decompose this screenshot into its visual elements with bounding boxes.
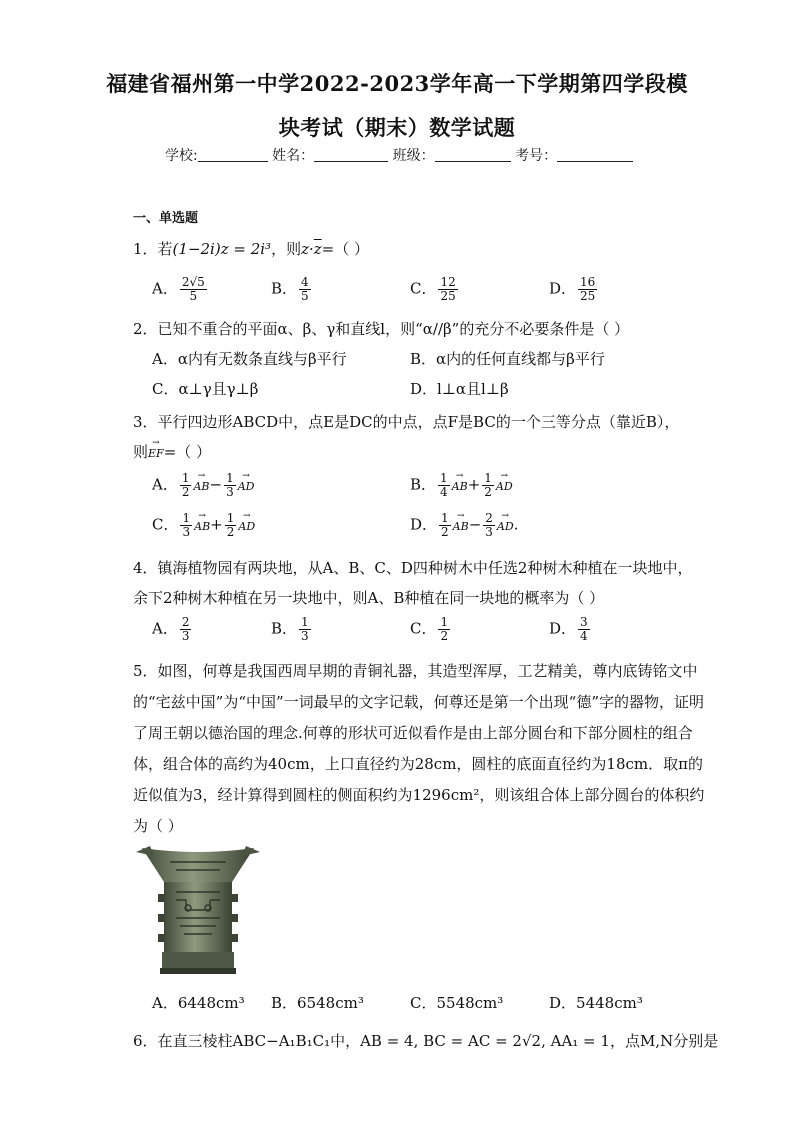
- q5-option-a[interactable]: A．6448cm³: [152, 994, 245, 1012]
- section-heading: 一、单选题: [133, 211, 199, 226]
- numerator: 1: [440, 615, 449, 629]
- vector: → AD: [238, 520, 255, 533]
- option-label: C．: [410, 279, 437, 298]
- numerator: 1: [484, 471, 492, 485]
- denominator: 2: [441, 525, 449, 539]
- numerator: 1: [182, 511, 191, 525]
- fraction: [578, 616, 590, 643]
- denominator: 2: [181, 485, 190, 499]
- vector: → AB: [194, 520, 210, 533]
- q3-option-c[interactable]: [152, 512, 255, 539]
- question-5-line5: 近似值为3，经计算得到圆柱的侧面积约为1296cm²，则该组合体上部分圆台的体积约: [133, 786, 705, 804]
- coef: [225, 512, 237, 539]
- numerator: 16: [580, 275, 596, 289]
- question-5-line1: 5．如图，何尊是我国西周早期的青铜礼器，其造型浑厚，工艺精美，尊内底铸铭文中: [133, 662, 698, 680]
- question-3-stem-line1: 3．平行四边形ABCD中，点E是DC的中点，点F是BC的一个三等分点（靠近B），: [133, 413, 680, 431]
- q5-option-d[interactable]: D．5448cm³: [549, 994, 643, 1012]
- numerator: 3: [580, 615, 588, 629]
- numerator: 12: [440, 275, 456, 289]
- student-info-row: [165, 145, 633, 165]
- operator: +: [210, 515, 223, 534]
- q1-option-a[interactable]: [152, 276, 209, 303]
- option-label: D．: [549, 619, 577, 638]
- numerator: 1: [181, 471, 190, 485]
- question-5-line3: 了周王朝以德治国的理念.何尊的形状可近似看作是由上部分圆台和下部分圆柱的组合: [133, 724, 693, 742]
- option-label: A．: [152, 279, 178, 298]
- q3-option-b[interactable]: [410, 472, 513, 499]
- numerator: 4: [301, 275, 309, 289]
- denominator: 3: [301, 629, 309, 643]
- q1-option-d[interactable]: [549, 276, 599, 303]
- vector: → AD: [238, 480, 255, 493]
- option-label: B．: [271, 279, 298, 298]
- numerator: 2: [181, 615, 190, 629]
- vector: → AB: [453, 520, 469, 533]
- denominator: 2: [484, 485, 492, 499]
- operator: −: [468, 515, 482, 534]
- denominator: 25: [580, 289, 596, 303]
- class-label: 班级：: [392, 148, 435, 164]
- school-blank[interactable]: [198, 147, 268, 162]
- question-5-line2: 的“宅兹中国”为“中国”一词最早的文字记载，何尊还是第一个出现“德”字的器物，证明: [133, 693, 705, 711]
- option-label: B．: [410, 475, 437, 494]
- denominator: 5: [189, 289, 198, 303]
- vector: → AB: [452, 480, 468, 493]
- denominator: 25: [440, 289, 456, 303]
- q1-zbar: $\overline{z}$: [313, 240, 322, 258]
- q1-suffix: =（ ）: [321, 240, 370, 258]
- q1-prefix: 1．若: [133, 240, 173, 258]
- q1-d-fraction: [578, 276, 597, 303]
- numerator: 1: [440, 471, 448, 485]
- question-3-stem-line2: [133, 441, 211, 462]
- denominator: 3: [485, 525, 493, 539]
- q3-option-d[interactable]: [410, 512, 518, 539]
- denominator: 2: [440, 629, 449, 643]
- option-label: D．: [549, 279, 577, 298]
- denominator: 2: [226, 525, 235, 539]
- question-4-stem-line2: 余下2种树木种植在另一块地中，则A、B种植在同一块地的概率为（ ）: [133, 589, 605, 607]
- operator: +: [467, 475, 481, 494]
- coef: [483, 512, 495, 539]
- option-label: C．: [410, 619, 437, 638]
- vector: → AD: [496, 480, 513, 493]
- coef: [438, 472, 450, 499]
- name-blank[interactable]: [314, 147, 388, 162]
- period: .: [513, 515, 519, 534]
- q4-option-c[interactable]: [410, 616, 452, 643]
- denominator: 3: [226, 485, 234, 499]
- q1-c-fraction: [438, 276, 457, 303]
- denominator: 4: [580, 629, 588, 643]
- q1-option-b[interactable]: [271, 276, 313, 303]
- numerator: 1: [226, 511, 235, 525]
- vector: → AD: [497, 520, 514, 533]
- question-4-stem-line1: 4．镇海植物园有两块地，从A、B、C、D四种树木中任选2种树木种植在一块地中，: [133, 559, 693, 577]
- q2-option-b[interactable]: B．α内的任何直线都与β平行: [410, 350, 605, 368]
- numerator: 2√5: [181, 275, 205, 289]
- numerator: 2: [485, 511, 493, 525]
- number-label: 考号：: [515, 148, 558, 164]
- coef: [439, 512, 451, 539]
- q1-mid: ，则: [271, 240, 302, 258]
- question-1-stem: [133, 238, 369, 259]
- coef: [224, 472, 236, 499]
- denominator: 4: [440, 485, 448, 499]
- q1-expression-2: z·: [301, 240, 314, 258]
- q1-b-fraction: [299, 276, 311, 303]
- q3-pre: 则: [133, 443, 149, 461]
- exam-title-line1: 福建省福州第一中学2022-2023学年高一下学期第四学段模: [106, 71, 688, 96]
- option-label: B．: [271, 619, 298, 638]
- operator: −: [209, 475, 223, 494]
- q2-option-c[interactable]: C．α⊥γ且γ⊥β: [152, 380, 259, 398]
- fraction: [438, 616, 450, 643]
- numerator: 1: [301, 615, 309, 629]
- option-label: A．: [152, 475, 178, 494]
- exam-title-line2: 块考试（期末）数学试题: [278, 115, 516, 140]
- q1-expression: (1−2i)z = 2i³: [172, 240, 272, 258]
- q3-post: =（ ）: [163, 443, 212, 461]
- school-label: 学校:: [165, 148, 198, 164]
- q1-a-fraction: [180, 276, 207, 303]
- fraction: [180, 616, 192, 643]
- denominator: 3: [182, 525, 191, 539]
- question-5-line6: 为（ ）: [133, 817, 183, 835]
- question-6-line1: 6．在直三棱柱ABC−A₁B₁C₁中，AB = 4, BC = AC = 2√2, AA₁ = 1，点M,N分别是: [133, 1032, 719, 1050]
- option-label: A．: [152, 619, 178, 638]
- name-label: 姓名：: [272, 148, 315, 164]
- number-blank[interactable]: [557, 147, 633, 162]
- coef: [482, 472, 494, 499]
- option-label: D．: [410, 515, 438, 534]
- coef: [180, 472, 192, 499]
- question-2-stem: 2．已知不重合的平面α、β、γ和直线l，则“α//β”的充分不必要条件是（ ）: [133, 320, 630, 338]
- q4-option-b[interactable]: [271, 616, 313, 643]
- q4-option-a[interactable]: [152, 616, 193, 643]
- class-blank[interactable]: [435, 147, 511, 162]
- numerator: 1: [226, 471, 234, 485]
- question-5-line4: 体，组合体的高约为40cm，上口直径约为28cm，圆柱的底面直径约为18cm．取π的: [133, 755, 703, 773]
- option-label: C．: [152, 515, 179, 534]
- numerator: 1: [441, 511, 449, 525]
- bronze-zun-image: [136, 842, 260, 982]
- q2-option-a[interactable]: A．α内有无数条直线与β平行: [152, 350, 347, 368]
- q5-option-c[interactable]: C．5548cm³: [410, 994, 504, 1012]
- q1-option-c[interactable]: [410, 276, 460, 303]
- q4-option-d[interactable]: [549, 616, 592, 643]
- q5-option-b[interactable]: B．6548cm³: [271, 994, 364, 1012]
- denominator: 3: [181, 629, 190, 643]
- q3-option-a[interactable]: [152, 472, 255, 499]
- coef: [180, 512, 192, 539]
- q2-option-d[interactable]: D．l⊥α且l⊥β: [410, 380, 509, 398]
- denominator: 5: [301, 289, 309, 303]
- fraction: [299, 616, 311, 643]
- vector: → AB: [193, 480, 209, 493]
- q3-vector-ef: → EF: [148, 447, 164, 460]
